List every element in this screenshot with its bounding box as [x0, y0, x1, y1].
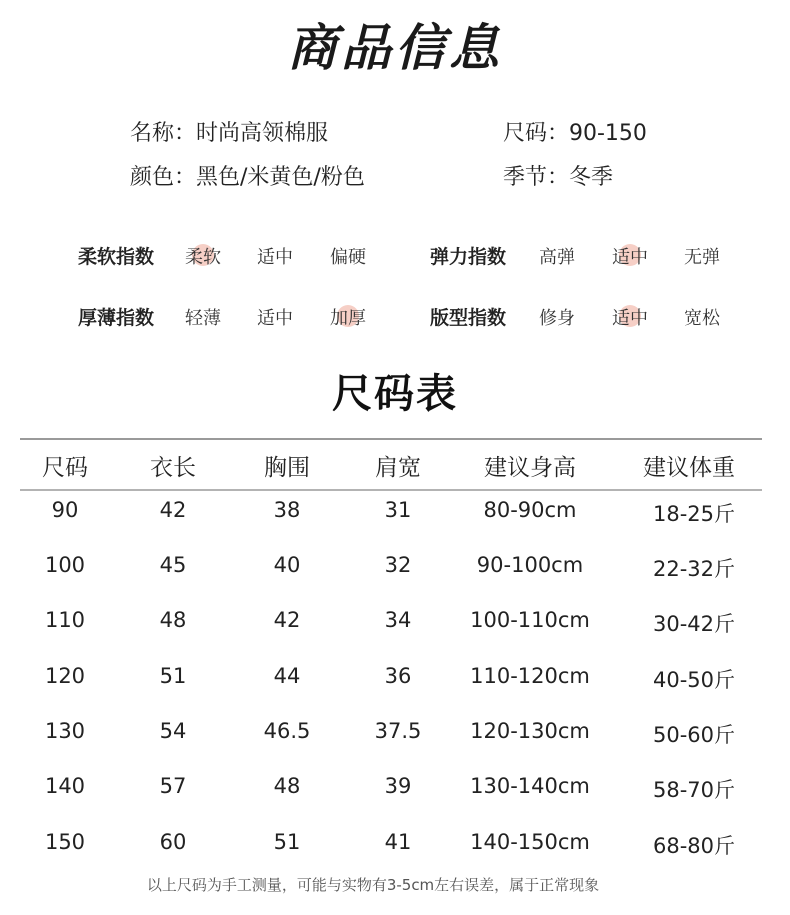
cell-height: 110-120cm [470, 664, 590, 688]
index-option: 高弹 [539, 247, 575, 268]
index-option: 适中 [257, 247, 293, 268]
cell-weight: 68-80斤 [652, 834, 736, 858]
cell-shoulder: 34 [384, 608, 412, 632]
index-option: 轻薄 [185, 308, 221, 329]
header-shoulder: 肩宽 [375, 455, 421, 481]
cell-shoulder: 32 [384, 553, 412, 577]
cell-shoulder: 36 [384, 664, 412, 688]
cell-shoulder: 31 [384, 498, 412, 522]
cell-size: 130 [44, 719, 86, 743]
cell-weight: 18-25斤 [652, 502, 736, 526]
cell-weight: 30-42斤 [652, 612, 736, 636]
cell-chest: 46.5 [263, 719, 311, 743]
index-option: 宽松 [684, 308, 720, 329]
cell-chest: 48 [273, 774, 301, 798]
cell-size: 150 [44, 830, 86, 854]
header-height: 建议身高 [484, 455, 576, 481]
cell-weight: 50-60斤 [652, 723, 736, 747]
cell-shoulder: 41 [384, 830, 412, 854]
cell-height: 120-130cm [470, 719, 590, 743]
product-size-range: 尺码：90-150 [503, 121, 647, 146]
cell-height: 140-150cm [470, 830, 590, 854]
cell-height: 80-90cm [483, 498, 577, 522]
cell-length: 45 [159, 553, 187, 577]
measurement-note: 以上尺码为手工测量，可能与实物有3-5cm左右误差，属于正常现象 [146, 876, 600, 894]
index-option-selected: 柔软 [185, 243, 221, 269]
cell-size: 100 [44, 553, 86, 577]
cell-size: 90 [51, 498, 79, 522]
cell-height: 100-110cm [470, 608, 590, 632]
cell-chest: 42 [273, 608, 301, 632]
cell-length: 51 [159, 664, 187, 688]
page-title: 商品信息 [287, 19, 503, 77]
product-season: 季节：冬季 [503, 165, 614, 190]
index-option-selected: 加厚 [330, 304, 366, 330]
index-option-selected: 适中 [612, 304, 648, 330]
cell-length: 57 [159, 774, 187, 798]
cell-size: 110 [44, 608, 86, 632]
cell-chest: 51 [273, 830, 301, 854]
cell-size: 120 [44, 664, 86, 688]
index-option: 偏硬 [330, 247, 366, 268]
index-option-selected: 适中 [612, 243, 648, 269]
index-option: 修身 [539, 308, 575, 329]
cell-weight: 40-50斤 [652, 668, 736, 692]
cell-length: 54 [159, 719, 187, 743]
index-option: 无弹 [684, 247, 720, 268]
cell-shoulder: 37.5 [374, 719, 422, 743]
cell-chest: 40 [273, 553, 301, 577]
cell-length: 60 [159, 830, 187, 854]
header-chest: 胸围 [264, 455, 310, 481]
index-label: 版型指数 [430, 307, 507, 329]
cell-chest: 44 [273, 664, 301, 688]
cell-shoulder: 39 [384, 774, 412, 798]
table-header-rule [20, 489, 762, 491]
cell-chest: 38 [273, 498, 301, 522]
index-label: 柔软指数 [78, 246, 155, 268]
cell-size: 140 [44, 774, 86, 798]
table-top-rule [20, 438, 762, 440]
size-table-title: 尺码表 [332, 371, 458, 417]
product-colors: 颜色：黑色/米黄色/粉色 [130, 165, 365, 190]
cell-height: 90-100cm [476, 553, 584, 577]
cell-length: 48 [159, 608, 187, 632]
header-size: 尺码 [42, 455, 88, 481]
header-weight: 建议体重 [643, 455, 735, 481]
cell-height: 130-140cm [470, 774, 590, 798]
cell-weight: 58-70斤 [652, 778, 736, 802]
product-name: 名称：时尚高领棉服 [130, 121, 329, 146]
index-label: 弹力指数 [430, 246, 507, 268]
cell-length: 42 [159, 498, 187, 522]
index-option: 适中 [257, 308, 293, 329]
cell-weight: 22-32斤 [652, 557, 736, 581]
index-label: 厚薄指数 [78, 307, 155, 329]
header-length: 衣长 [150, 455, 196, 481]
